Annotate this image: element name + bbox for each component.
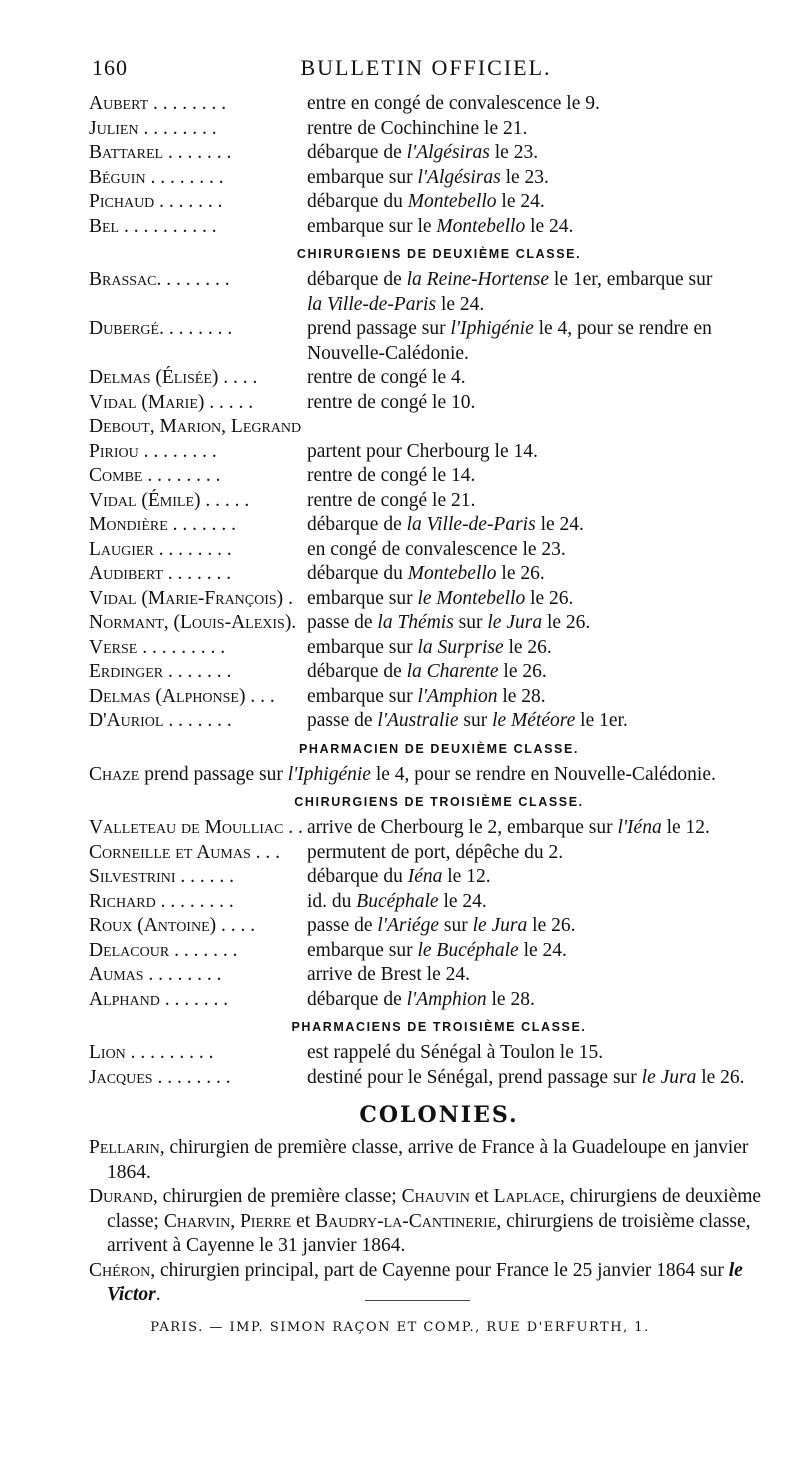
entry-text: le 26. <box>696 1066 745 1088</box>
entry-row <box>89 636 789 661</box>
entry-name: Corneille et Aumas <box>89 841 251 863</box>
entry-row <box>89 92 789 117</box>
entry-text: sur <box>453 612 488 633</box>
entry-text: entre en congé de convalescence le 9. <box>307 93 600 114</box>
ship-name: l'Ariége <box>377 915 439 936</box>
entry-text: débarque du <box>307 191 408 212</box>
entry-name: Audibert <box>89 563 163 584</box>
leader-dots: . . . . . . . . <box>156 269 230 290</box>
entry-text: le 26. <box>498 661 547 682</box>
entry-text: prend passage sur <box>307 318 451 339</box>
entry-group-3 <box>89 816 789 1012</box>
colonies-paragraph-1: Pellarin, chirurgien de première classe, arrive de France à la Guadeloupe en janvier 1864. <box>89 1137 749 1183</box>
leader-dots: . . . . . . . <box>163 661 232 682</box>
ship-name: le Jura <box>641 1066 697 1088</box>
page-title: BULLETIN OFFICIEL. <box>300 55 552 80</box>
entry-name: Aumas <box>89 964 144 985</box>
entry-text: le 12. <box>442 866 491 887</box>
leader-dots: . . . <box>250 841 280 863</box>
ship-name: l'Algésiras <box>406 142 490 163</box>
ship-name: l'Australie <box>377 710 459 731</box>
leader-dots: . . . . . . . . <box>138 440 217 462</box>
entry-text: le 24. <box>438 890 487 912</box>
section-heading: PHARMACIEN DE DEUXIÈME CLASSE. <box>299 741 579 756</box>
leader-dots: . . . . . . . . <box>155 890 234 912</box>
entry-text: débarque de <box>307 269 407 290</box>
entry-row <box>89 963 789 988</box>
entry-name: Vidal (Marie) <box>89 391 205 413</box>
leader-dots: . . . . . . . . . <box>137 636 226 658</box>
leader-dots: . . . . . <box>204 391 254 413</box>
entry-row <box>89 939 789 964</box>
entry-name: Erdinger <box>89 661 164 682</box>
entry-row <box>89 1066 789 1091</box>
entry-text: rentre de Cochinchine le 21. <box>307 117 528 139</box>
colonies-heading: COLONIES. <box>359 1102 519 1128</box>
ship-name: le Bucéphale <box>417 939 519 961</box>
entry-name: Alphand <box>89 988 160 1010</box>
ship-name: la Thémis <box>377 612 454 633</box>
entry-row <box>89 440 789 465</box>
leader-dots: . . . . . . . . <box>152 1066 231 1088</box>
entry-text: rentre de congé le 10. <box>307 391 476 413</box>
entry-text: le 24. <box>535 514 584 535</box>
leader-dots: . . . . <box>218 367 258 388</box>
leader-dots: . . . . . . . . <box>148 93 227 114</box>
page-number: 160 <box>92 55 128 80</box>
ship-name: l'Amphion <box>406 988 487 1010</box>
entry-name: Delacour <box>89 939 170 961</box>
leader-dots: . . . . . . . <box>154 191 223 212</box>
entry-text: le 28. <box>497 685 546 707</box>
entry-name: Vidal (Marie-François) <box>89 587 284 609</box>
entry-row <box>89 660 789 685</box>
ship-name: la Ville-de-Paris <box>307 293 437 315</box>
ship-name: l'Amphion <box>417 685 498 707</box>
entry-name: Laugier <box>89 538 154 560</box>
leader-dots: . . . . . . . <box>169 939 238 961</box>
leader-dots: . . . . . . . . <box>153 538 232 560</box>
entry-group-1 <box>89 92 789 239</box>
entry-name: Battarel <box>89 142 164 163</box>
entry-text: rentre de congé le 21. <box>307 489 476 511</box>
entry-row <box>89 141 789 166</box>
chaze-paragraph: Chaze prend passage sur l'Iphigénie le 4, pour se rendre en Nouvelle-Calédonie. <box>89 763 716 785</box>
entry-name: Jacques <box>89 1066 153 1088</box>
entry-row <box>89 166 789 191</box>
colonies-paragraph-3: Chéron, chirurgien principal, part de Cayenne pour France le 25 janvier 1864 sur le Victor. <box>89 1259 743 1305</box>
entry-row <box>89 816 789 841</box>
entry-row <box>89 865 789 890</box>
entry-text: le 1er, embarque sur <box>549 269 713 290</box>
entry-name: Delmas (Alphonse) <box>89 685 246 707</box>
entry-text: sur <box>438 915 473 936</box>
entry-row <box>89 685 789 710</box>
entry-name-line: Debout, Marion, Legrand <box>89 416 302 437</box>
entry-text: embarque sur le <box>307 215 437 237</box>
entry-text: arrive de Brest le 24. <box>307 964 470 985</box>
entry-text: permutent de port, dépêche du 2. <box>307 841 564 863</box>
leader-dots: . . . . . . . <box>163 710 232 731</box>
entry-text: le 26. <box>527 915 576 936</box>
entry-name: Bel <box>89 215 120 237</box>
entry-text: le 24. <box>436 293 485 315</box>
entry-row <box>89 562 789 587</box>
entry-continuation: Nouvelle-Calédonie. <box>307 342 469 364</box>
leader-dots: . . . . . . . . . . <box>119 215 217 237</box>
entry-name: Aubert <box>89 93 149 114</box>
entry-text: le 26. <box>503 636 552 658</box>
entry-text: débarque du <box>307 563 408 584</box>
leader-dots: . . . . . . . . <box>145 166 224 188</box>
section-heading: CHIRURGIENS DE TROISIÈME CLASSE. <box>294 795 584 809</box>
entry-text: est rappelé du Sénégal à Toulon le 15. <box>307 1042 604 1063</box>
entry-name: D'Auriol <box>89 710 164 731</box>
entry-row <box>89 538 789 563</box>
leader-dots: . . . . . . . . . <box>125 1042 214 1063</box>
entry-text: débarque de <box>307 142 407 163</box>
entry-text: en congé de convalescence le 23. <box>307 538 566 560</box>
entry-text: le 24. <box>518 939 567 961</box>
ship-name: l'Iéna <box>617 817 662 838</box>
entry-text: sur <box>458 710 493 731</box>
entry-text: le 4, pour se rendre en <box>533 318 712 339</box>
entry-name: Verse <box>89 636 138 658</box>
ship-name: la Ville-de-Paris <box>406 514 536 535</box>
printer-footer: PARIS. — IMP. SIMON RAÇON ET COMP., RUE D'ERFURTH, 1. <box>150 1320 650 1335</box>
entry-text: débarque du <box>307 866 408 887</box>
entry-text: passe de <box>307 710 378 731</box>
entry-name: Vidal (Émile) <box>89 489 201 511</box>
entry-name: Lion <box>89 1042 126 1063</box>
entry-group-2b <box>89 440 789 734</box>
ship-name: la Surprise <box>417 636 504 658</box>
entry-name: Normant, (Louis-Alexis). <box>89 612 297 633</box>
entry-text: débarque de <box>307 988 407 1010</box>
entry-text: arrive de Cherbourg le 2, embarque sur <box>307 817 618 838</box>
entry-row <box>89 489 789 514</box>
entry-text: débarque de <box>307 661 407 682</box>
entry-row <box>89 366 789 391</box>
entry-row <box>89 988 789 1013</box>
entry-text: embarque sur <box>307 685 418 707</box>
footer-rule <box>365 1300 470 1301</box>
entry-name: Béguin <box>89 166 146 188</box>
entry-name: Roux (Antoine) <box>89 915 217 936</box>
entry-text: le 26. <box>542 612 591 633</box>
entry-row <box>89 890 789 915</box>
entry-name: Silvestrini <box>89 866 176 887</box>
entry-row <box>89 117 789 142</box>
entry-text: le 28. <box>486 988 535 1010</box>
entry-text: passe de <box>307 915 378 936</box>
leader-dots: . . . . <box>216 915 256 936</box>
ship-name: Bucéphale <box>356 890 439 912</box>
entry-text: partent pour Cherbourg le 14. <box>307 440 538 462</box>
entry-row <box>89 464 789 489</box>
entry-row <box>89 709 789 734</box>
entry-row <box>89 914 789 939</box>
entry-row <box>89 190 789 215</box>
entry-row <box>89 513 789 538</box>
leader-dots: . . <box>283 817 303 838</box>
ship-name: Montebello <box>407 191 497 212</box>
entry-continuation <box>89 293 789 318</box>
ship-name: l'Iphigénie <box>450 318 534 339</box>
entry-row <box>89 841 789 866</box>
entry-text: embarque sur <box>307 166 418 188</box>
entry-name: Piriou <box>89 440 139 462</box>
leader-dots: . . . . . . . . <box>142 465 221 486</box>
entry-group-2a <box>89 366 789 415</box>
ship-name: le Jura <box>472 915 528 936</box>
entry-text: le 26. <box>496 563 545 584</box>
entry-name: Chaze <box>89 763 140 785</box>
ship-name: Montebello <box>436 215 526 237</box>
entry-name: Pichaud <box>89 191 155 212</box>
entry-row <box>89 268 789 293</box>
entry-text: id. du <box>307 890 357 912</box>
entry-name: Richard <box>89 890 156 912</box>
entry-text: le 24. <box>525 215 574 237</box>
entries-main <box>89 92 789 1308</box>
entry-text: rentre de congé le 4. <box>307 367 466 388</box>
entry-row <box>89 317 789 342</box>
leader-dots: . <box>283 587 293 609</box>
leader-dots: . . . . . . . <box>162 563 232 584</box>
entry-text: passe de <box>307 612 378 633</box>
entry-text: débarque de <box>307 514 407 535</box>
leader-dots: . . . <box>245 685 275 707</box>
entry-text: embarque sur <box>307 939 418 961</box>
entry-text: destiné pour le Sénégal, prend passage sur <box>307 1066 642 1088</box>
leader-dots: . . . . . . . . <box>143 964 222 985</box>
leader-dots: . . . . . . . . <box>138 117 217 139</box>
entry-text: le 12. <box>661 817 710 838</box>
entry-name: Dubergé <box>89 318 160 339</box>
entry-text: le 23. <box>500 166 549 188</box>
entry-row <box>89 1041 789 1066</box>
entry-row <box>89 215 789 240</box>
entry-row <box>89 587 789 612</box>
entry-name: Combe <box>89 465 143 486</box>
ship-name: le Jura <box>487 612 543 633</box>
entry-text: le 24. <box>496 191 545 212</box>
leader-dots: . . . . . . . . <box>159 318 233 339</box>
ship-name: l'Iphigénie <box>287 763 371 785</box>
leader-dots: . . . . . . <box>175 866 235 887</box>
entry-text: embarque sur <box>307 587 418 609</box>
entry-text: le 26. <box>525 587 574 609</box>
ship-name: Iéna <box>407 866 443 887</box>
page-header <box>92 55 760 85</box>
entry-text: embarque sur <box>307 636 418 658</box>
ship-name: Montebello <box>407 563 497 584</box>
ship-name: le Météore <box>492 710 576 731</box>
ship-name: la Charente <box>406 661 499 682</box>
leader-dots: . . . . . . . <box>167 514 237 535</box>
entry-name: Valleteau de Moulliac <box>89 817 284 838</box>
entry-row <box>89 611 789 636</box>
leader-dots: . . . . . <box>200 489 250 511</box>
entry-name: Delmas (Élisée) <box>89 367 219 388</box>
ship-name: l'Algésiras <box>417 166 501 188</box>
leader-dots: . . . . . . . <box>163 142 232 163</box>
entry-name: Julien <box>89 117 139 139</box>
colonies-paragraph-2: Durand, chirurgien de première classe; Chauvin et Laplace, chirurgiens de deuxième classe; Charvin, Pierre et Baudry-la-Cantinerie, chirurgiens de troisième classe, arrivent à Cayenne le 31 janvier 1864. <box>89 1186 762 1256</box>
section-heading: PHARMACIENS DE TROISIÈME CLASSE. <box>291 1020 587 1034</box>
section-heading: CHIRURGIENS DE DEUXIÈME CLASSE. <box>296 247 582 261</box>
leader-dots: . . . . . . . <box>159 988 229 1010</box>
ship-name: le Montebello <box>417 587 526 609</box>
ship-name: la Reine-Hortense <box>406 269 550 290</box>
entry-text: rentre de congé le 14. <box>307 465 476 486</box>
entry-row <box>89 391 789 416</box>
entry-text: le 23. <box>489 142 539 163</box>
entry-text: le 1er. <box>575 710 628 731</box>
entry-group-4 <box>89 1041 789 1090</box>
entry-name: Mondière <box>89 514 168 535</box>
entry-name: Brassac <box>89 269 157 290</box>
